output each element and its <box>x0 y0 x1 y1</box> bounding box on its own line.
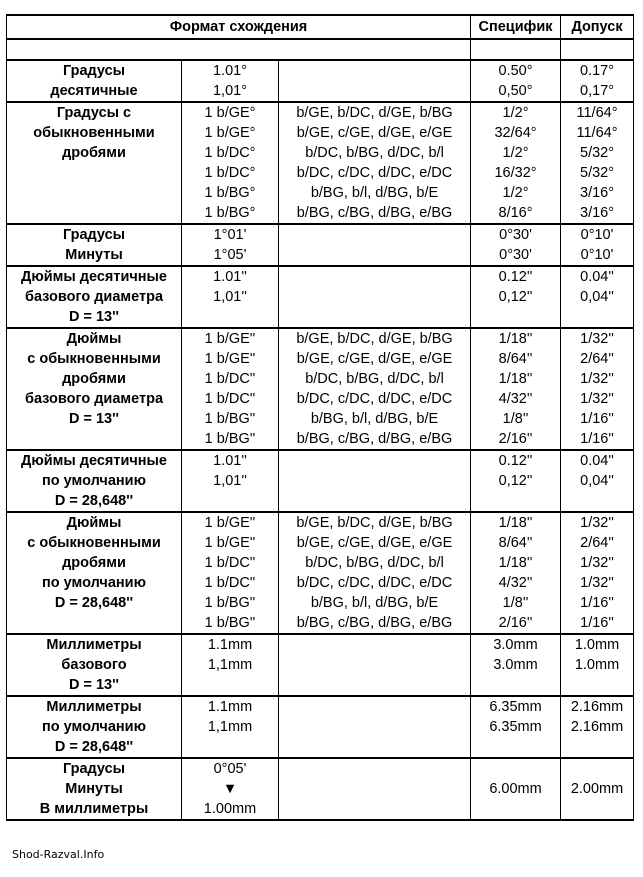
format-cell: по умолчанию <box>7 717 182 737</box>
tolerance-cell <box>561 758 634 779</box>
tolerance-cell: 0°10' <box>561 224 634 245</box>
example-cell <box>182 491 279 512</box>
variants-cell <box>279 634 471 655</box>
tolerance-cell <box>561 491 634 512</box>
tolerance-cell: 1/16'' <box>561 613 634 634</box>
format-cell: Миллиметры <box>7 696 182 717</box>
example-cell: 1,1mm <box>182 655 279 675</box>
example-cell: 1 b/DC° <box>182 163 279 183</box>
header-spec: Специфик <box>471 15 561 39</box>
spec-cell: 1/8'' <box>471 593 561 613</box>
format-cell: Градусы с <box>7 102 182 123</box>
tolerance-cell: 0.04'' <box>561 450 634 471</box>
table-row <box>7 758 634 779</box>
spec-cell <box>471 675 561 696</box>
variants-cell <box>279 287 471 307</box>
tolerance-cell: 1/16'' <box>561 593 634 613</box>
header-format: Формат схождения <box>7 15 471 39</box>
format-cell: десятичные <box>7 81 182 102</box>
variants-cell <box>279 779 471 799</box>
table-row <box>7 409 634 429</box>
alignment-format-table <box>6 14 633 821</box>
tolerance-cell: 5/32° <box>561 143 634 163</box>
example-cell <box>182 307 279 328</box>
tolerance-cell: 2/64'' <box>561 349 634 369</box>
table-row <box>7 573 634 593</box>
format-cell: базового диаметра <box>7 389 182 409</box>
spec-cell: 0.12'' <box>471 450 561 471</box>
tolerance-cell: 3/16° <box>561 203 634 224</box>
variants-cell <box>279 655 471 675</box>
tolerance-cell: 1.0mm <box>561 655 634 675</box>
spec-cell: 16/32° <box>471 163 561 183</box>
example-cell: 1 b/DC° <box>182 143 279 163</box>
format-cell: D = 13'' <box>7 307 182 328</box>
spec-cell: 3.0mm <box>471 655 561 675</box>
format-cell: Дюймы <box>7 512 182 533</box>
spec-cell: 1/8'' <box>471 409 561 429</box>
header-tolerance: Допуск <box>561 15 634 39</box>
tolerance-cell: 1/32'' <box>561 573 634 593</box>
example-cell: 1 b/DC'' <box>182 573 279 593</box>
table-row <box>7 799 634 820</box>
table-row <box>7 60 634 81</box>
format-cell: по умолчанию <box>7 573 182 593</box>
example-cell: 1 b/GE'' <box>182 533 279 553</box>
table-row <box>7 696 634 717</box>
example-cell: 1.1mm <box>182 634 279 655</box>
format-cell: Градусы <box>7 224 182 245</box>
tolerance-cell <box>561 799 634 820</box>
format-cell: дробями <box>7 143 182 163</box>
variants-cell <box>279 717 471 737</box>
variants-cell: b/DC, c/DC, d/DC, e/DC <box>279 573 471 593</box>
tolerance-cell: 2.16mm <box>561 696 634 717</box>
table-row <box>7 123 634 143</box>
table-row <box>7 471 634 491</box>
example-cell: 1°01' <box>182 224 279 245</box>
variants-cell: b/GE, c/GE, d/GE, e/GE <box>279 533 471 553</box>
example-cell: 1 b/BG° <box>182 183 279 203</box>
example-cell: 1.00mm <box>182 799 279 820</box>
format-cell: Градусы <box>7 60 182 81</box>
format-cell: Дюймы десятичные <box>7 266 182 287</box>
tolerance-cell: 0,04'' <box>561 471 634 491</box>
format-table <box>6 14 634 821</box>
variants-cell <box>279 224 471 245</box>
example-cell: 1 b/DC'' <box>182 389 279 409</box>
tolerance-cell: 11/64° <box>561 123 634 143</box>
table-row <box>7 675 634 696</box>
table-row <box>7 81 634 102</box>
variants-cell <box>279 60 471 81</box>
site-watermark: Shod-Razval.Info <box>12 848 105 861</box>
format-cell: Минуты <box>7 779 182 799</box>
table-row <box>7 183 634 203</box>
tolerance-cell: 1/32'' <box>561 512 634 533</box>
spec-cell: 1/18'' <box>471 553 561 573</box>
format-cell <box>7 203 182 224</box>
tolerance-cell: 2.00mm <box>561 779 634 799</box>
example-cell: 1.1mm <box>182 696 279 717</box>
example-cell: ▼ <box>182 779 279 799</box>
variants-cell <box>279 266 471 287</box>
tolerance-cell: 0,17° <box>561 81 634 102</box>
table-row <box>7 389 634 409</box>
tolerance-cell: 0°10' <box>561 245 634 266</box>
variants-cell <box>279 758 471 779</box>
header-row <box>7 15 634 39</box>
example-cell: 1 b/BG'' <box>182 429 279 450</box>
variants-cell <box>279 491 471 512</box>
example-cell: 1 b/GE° <box>182 123 279 143</box>
format-cell: D = 28,648'' <box>7 737 182 758</box>
tolerance-cell <box>561 675 634 696</box>
variants-cell: b/GE, b/DC, d/GE, b/BG <box>279 102 471 123</box>
spec-cell: 8/64'' <box>471 533 561 553</box>
format-cell <box>7 429 182 450</box>
variants-cell: b/DC, b/BG, d/DC, b/l <box>279 369 471 389</box>
tolerance-cell: 5/32° <box>561 163 634 183</box>
spec-cell: 6.00mm <box>471 779 561 799</box>
variants-cell: b/GE, c/GE, d/GE, e/GE <box>279 349 471 369</box>
spec-cell: 32/64° <box>471 123 561 143</box>
variants-cell: b/BG, c/BG, d/BG, e/BG <box>279 613 471 634</box>
tolerance-cell: 0,04'' <box>561 287 634 307</box>
spec-cell: 0.12'' <box>471 266 561 287</box>
variants-cell: b/BG, c/BG, d/BG, e/BG <box>279 429 471 450</box>
table-row <box>7 613 634 634</box>
variants-cell <box>279 737 471 758</box>
example-cell: 1 b/BG'' <box>182 593 279 613</box>
tolerance-cell: 1.0mm <box>561 634 634 655</box>
tolerance-cell: 11/64° <box>561 102 634 123</box>
example-cell: 1 b/DC'' <box>182 369 279 389</box>
format-cell: D = 28,648'' <box>7 593 182 613</box>
example-cell: 1,01'' <box>182 287 279 307</box>
spec-cell: 4/32'' <box>471 573 561 593</box>
spec-cell: 0,12'' <box>471 471 561 491</box>
table-row <box>7 553 634 573</box>
spec-cell: 1/2° <box>471 183 561 203</box>
table-row <box>7 203 634 224</box>
format-cell: по умолчанию <box>7 471 182 491</box>
example-cell: 1 b/GE'' <box>182 349 279 369</box>
format-cell: Миллиметры <box>7 634 182 655</box>
table-row <box>7 102 634 123</box>
tolerance-cell: 3/16° <box>561 183 634 203</box>
spec-cell: 6.35mm <box>471 696 561 717</box>
format-cell: D = 13'' <box>7 675 182 696</box>
spec-cell: 2/16'' <box>471 613 561 634</box>
format-cell: дробями <box>7 553 182 573</box>
variants-cell <box>279 696 471 717</box>
variants-cell <box>279 245 471 266</box>
example-cell: 1 b/DC'' <box>182 553 279 573</box>
format-cell <box>7 163 182 183</box>
tolerance-cell: 1/16'' <box>561 429 634 450</box>
table-row <box>7 245 634 266</box>
table-row <box>7 287 634 307</box>
example-cell: 0°05' <box>182 758 279 779</box>
table-row <box>7 655 634 675</box>
variants-cell <box>279 307 471 328</box>
tolerance-cell: 1/32'' <box>561 328 634 349</box>
example-cell: 1 b/GE'' <box>182 512 279 533</box>
table-row <box>7 143 634 163</box>
table-row <box>7 224 634 245</box>
table-row <box>7 593 634 613</box>
spec-cell: 1/18'' <box>471 512 561 533</box>
format-cell: Дюймы десятичные <box>7 450 182 471</box>
table-row <box>7 737 634 758</box>
variants-cell <box>279 799 471 820</box>
table-row <box>7 450 634 471</box>
spec-cell: 8/64'' <box>471 349 561 369</box>
format-cell: Дюймы <box>7 328 182 349</box>
example-cell: 1 b/GE° <box>182 102 279 123</box>
table-row <box>7 779 634 799</box>
variants-cell <box>279 675 471 696</box>
variants-cell: b/BG, b/l, d/BG, b/E <box>279 183 471 203</box>
tolerance-cell: 0.04'' <box>561 266 634 287</box>
variants-cell <box>279 81 471 102</box>
format-cell: базового <box>7 655 182 675</box>
spec-cell: 0,50° <box>471 81 561 102</box>
tolerance-cell: 2/64'' <box>561 533 634 553</box>
spec-cell: 0,12'' <box>471 287 561 307</box>
example-cell: 1.01'' <box>182 450 279 471</box>
format-cell <box>7 183 182 203</box>
example-cell: 1.01° <box>182 60 279 81</box>
spec-cell: 0°30' <box>471 245 561 266</box>
table-row <box>7 307 634 328</box>
table-row <box>7 349 634 369</box>
tolerance-cell <box>561 307 634 328</box>
format-cell <box>7 613 182 634</box>
variants-cell <box>279 450 471 471</box>
variants-cell: b/DC, c/DC, d/DC, e/DC <box>279 389 471 409</box>
example-cell: 1 b/BG'' <box>182 613 279 634</box>
spec-cell: 2/16'' <box>471 429 561 450</box>
tolerance-cell: 1/16'' <box>561 409 634 429</box>
format-cell: В миллиметры <box>7 799 182 820</box>
variants-cell: b/DC, b/BG, d/DC, b/l <box>279 553 471 573</box>
spec-cell <box>471 758 561 779</box>
variants-cell: b/GE, c/GE, d/GE, e/GE <box>279 123 471 143</box>
spec-cell: 0.50° <box>471 60 561 81</box>
format-cell: Минуты <box>7 245 182 266</box>
table-row <box>7 328 634 349</box>
table-row <box>7 163 634 183</box>
variants-cell: b/BG, b/l, d/BG, b/E <box>279 409 471 429</box>
variants-cell: b/BG, b/l, d/BG, b/E <box>279 593 471 613</box>
tolerance-cell: 0.17° <box>561 60 634 81</box>
format-cell: с обыкновенными <box>7 533 182 553</box>
tolerance-cell: 1/32'' <box>561 369 634 389</box>
example-cell <box>182 737 279 758</box>
tolerance-cell <box>561 737 634 758</box>
spec-cell: 1/2° <box>471 102 561 123</box>
table-row <box>7 717 634 737</box>
example-cell <box>182 675 279 696</box>
example-cell: 1 b/BG'' <box>182 409 279 429</box>
example-cell: 1,01'' <box>182 471 279 491</box>
table-row <box>7 634 634 655</box>
variants-cell: b/DC, b/BG, d/DC, b/l <box>279 143 471 163</box>
tolerance-cell: 2.16mm <box>561 717 634 737</box>
spec-cell: 0°30' <box>471 224 561 245</box>
format-cell: базового диаметра <box>7 287 182 307</box>
table-row <box>7 266 634 287</box>
spec-cell: 4/32'' <box>471 389 561 409</box>
format-cell: дробями <box>7 369 182 389</box>
example-cell: 1 b/GE'' <box>182 328 279 349</box>
example-cell: 1,1mm <box>182 717 279 737</box>
variants-cell: b/DC, c/DC, d/DC, e/DC <box>279 163 471 183</box>
spec-cell: 6.35mm <box>471 717 561 737</box>
spec-cell <box>471 491 561 512</box>
spec-cell: 1/18'' <box>471 369 561 389</box>
example-cell: 1.01'' <box>182 266 279 287</box>
variants-cell: b/GE, b/DC, d/GE, b/BG <box>279 512 471 533</box>
variants-cell: b/BG, c/BG, d/BG, e/BG <box>279 203 471 224</box>
example-cell: 1,01° <box>182 81 279 102</box>
spec-cell: 1/2° <box>471 143 561 163</box>
example-cell: 1 b/BG° <box>182 203 279 224</box>
spec-cell <box>471 307 561 328</box>
spec-cell: 3.0mm <box>471 634 561 655</box>
variants-cell <box>279 471 471 491</box>
table-row <box>7 512 634 533</box>
spacer-row <box>7 39 634 60</box>
table-row <box>7 533 634 553</box>
format-cell: обыкновенными <box>7 123 182 143</box>
example-cell: 1°05' <box>182 245 279 266</box>
spec-cell <box>471 799 561 820</box>
tolerance-cell: 1/32'' <box>561 389 634 409</box>
format-cell: с обыкновенными <box>7 349 182 369</box>
format-cell: D = 13'' <box>7 409 182 429</box>
spec-cell: 1/18'' <box>471 328 561 349</box>
spec-cell: 8/16° <box>471 203 561 224</box>
table-row <box>7 491 634 512</box>
table-row <box>7 429 634 450</box>
tolerance-cell: 1/32'' <box>561 553 634 573</box>
table-row <box>7 369 634 389</box>
variants-cell: b/GE, b/DC, d/GE, b/BG <box>279 328 471 349</box>
format-cell: D = 28,648'' <box>7 491 182 512</box>
spec-cell <box>471 737 561 758</box>
format-cell: Градусы <box>7 758 182 779</box>
